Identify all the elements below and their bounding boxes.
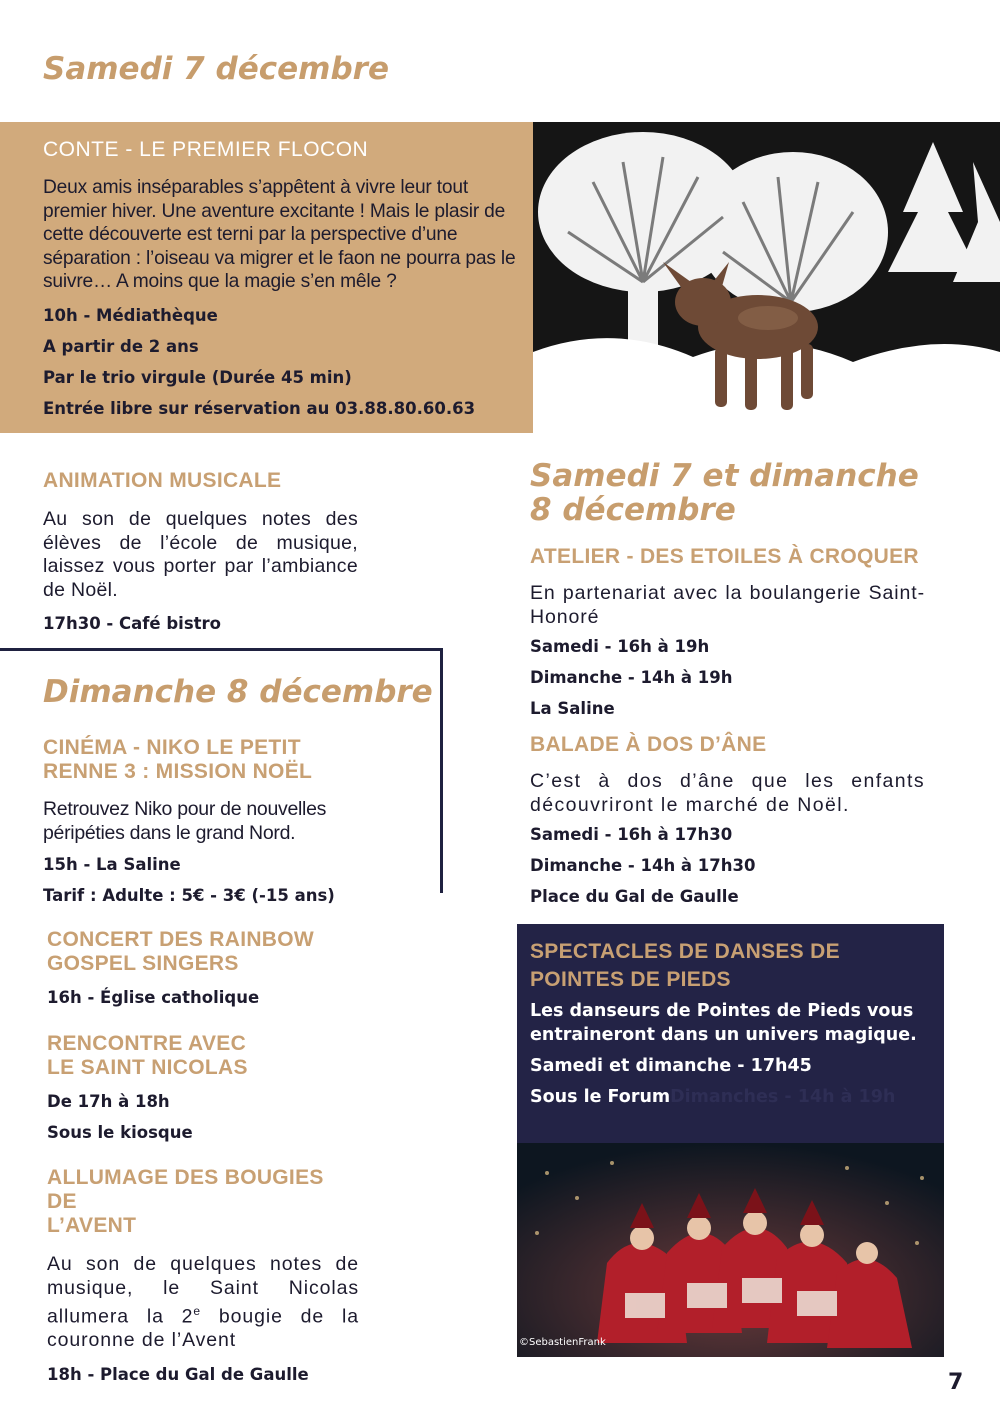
atelier-heading: ATELIER - DES ETOILES À CROQUER [530, 545, 919, 568]
rencontre-heading-line2: LE SAINT NICOLAS [47, 1056, 248, 1079]
concert-heading-line1: CONCERT DES RAINBOW [47, 928, 315, 951]
spectacle-info-place: Sous le ForumDimanches - 14h à 19h [530, 1087, 896, 1107]
cinema-section [43, 736, 433, 911]
animation-heading: ANIMATION MUSICALE [43, 469, 282, 492]
date-heading-satsun-line2: 8 décembre [530, 492, 736, 528]
allumage-heading-line1: ALLUMAGE DES BOUGIES DE [47, 1166, 324, 1213]
conte-text: Deux amis inséparables s’appêtent à vivre leur tout premier hiver. Une aventure excitante ! Mais le plasir de cette découverte est terni par la perspective d’une séparation : l’oiseau va migrer et le faon ne pourra pas le suivre… A moins que la magie s’en mêle ? [43, 177, 516, 292]
conte-info-age: A partir de 2 ans [43, 336, 199, 356]
date-heading-sat7: Samedi 7 décembre [43, 51, 389, 87]
date-heading-sun8: Dimanche 8 décembre [43, 674, 433, 710]
concert-section [47, 928, 437, 1013]
balade-info-sat: Samedi - 16h à 17h30 [530, 825, 733, 844]
conte-info-time: 10h - Médiathèque [43, 305, 218, 325]
allumage-text: Au son de quelques notes de musique, le Saint Nicolas allumera la 2e bougie de la couronne de l’Avent [47, 1253, 359, 1351]
rencontre-heading-line1: RENCONTRE AVEC [47, 1032, 247, 1055]
balade-info-place: Place du Gal de Gaulle [530, 887, 739, 906]
animation-text: Au son de quelques notes des élèves de l’école de musique, laissez vous porter par l’ambiance de Noël. [43, 508, 358, 601]
cinema-info-place: 15h - La Saline [43, 855, 181, 874]
conte-info-booking: Entrée libre sur réservation au 03.88.80.60.63 [43, 398, 476, 418]
frame-line-vertical [440, 648, 443, 893]
allumage-section [47, 1166, 359, 1390]
animation-section [43, 469, 358, 639]
conte-info-by: Par le trio virgule (Durée 45 min) [43, 367, 352, 387]
atelier-text: En partenariat avec la boulangerie Saint-Honoré [530, 582, 925, 628]
allumage-info: 18h - Place du Gal de Gaulle [47, 1364, 309, 1384]
conte-band [0, 122, 533, 433]
spectacle-box [517, 924, 944, 1143]
animation-info: 17h30 - Café bistro [43, 614, 222, 633]
spectacle-text: Les danseurs de Pointes de Pieds vous entraineront dans un univers magique. [530, 1001, 917, 1045]
rencontre-info-time: De 17h à 18h [47, 1092, 170, 1111]
conte-heading: CONTE - LE PREMIER FLOCON [43, 138, 369, 161]
balade-heading: BALADE À DOS D’ÂNE [530, 733, 767, 756]
rencontre-info-place: Sous le kiosque [47, 1123, 193, 1142]
cinema-info-price: Tarif : Adulte : 5€ - 3€ (-15 ans) [43, 886, 335, 905]
rencontre-section [47, 1032, 437, 1148]
page-number: 7 [948, 1370, 964, 1395]
frame-line-horizontal [0, 648, 443, 651]
photo-credit: ©SebastienFrank [519, 1337, 606, 1348]
balade-section [530, 733, 925, 912]
atelier-info-sun: Dimanche - 14h à 19h [530, 668, 733, 687]
atelier-info-sat: Samedi - 16h à 19h [530, 637, 710, 656]
spectacle-info-time: Samedi et dimanche - 17h45 [530, 1056, 812, 1076]
allumage-heading-line2: L’AVENT [47, 1214, 137, 1237]
cinema-heading-line2: RENNE 3 : MISSION NOËL [43, 760, 313, 783]
sat-sun-title [530, 459, 950, 527]
cinema-heading-line1: CINÉMA - NIKO LE PETIT [43, 736, 301, 759]
papercut-deer-photo [533, 122, 1000, 433]
spectacle-heading: SPECTACLES DE DANSES DE POINTES DE PIEDS [530, 940, 840, 991]
atelier-section [530, 545, 925, 724]
dancers-photo [517, 1143, 944, 1357]
concert-info: 16h - Église catholique [47, 988, 260, 1007]
balade-info-sun: Dimanche - 14h à 17h30 [530, 856, 756, 875]
atelier-info-place: La Saline [530, 699, 615, 718]
balade-text: C’est à dos d’âne que les enfants découvriront le marché de Noël. [530, 770, 925, 816]
cinema-text: Retrouvez Niko pour de nouvelles péripéties dans le grand Nord. [43, 798, 327, 844]
date-heading-satsun-line1: Samedi 7 et dimanche [530, 458, 919, 494]
spectacle-ghost-text: Dimanches - 14h à 19h [670, 1087, 896, 1107]
concert-heading-line2: GOSPEL SINGERS [47, 952, 239, 975]
